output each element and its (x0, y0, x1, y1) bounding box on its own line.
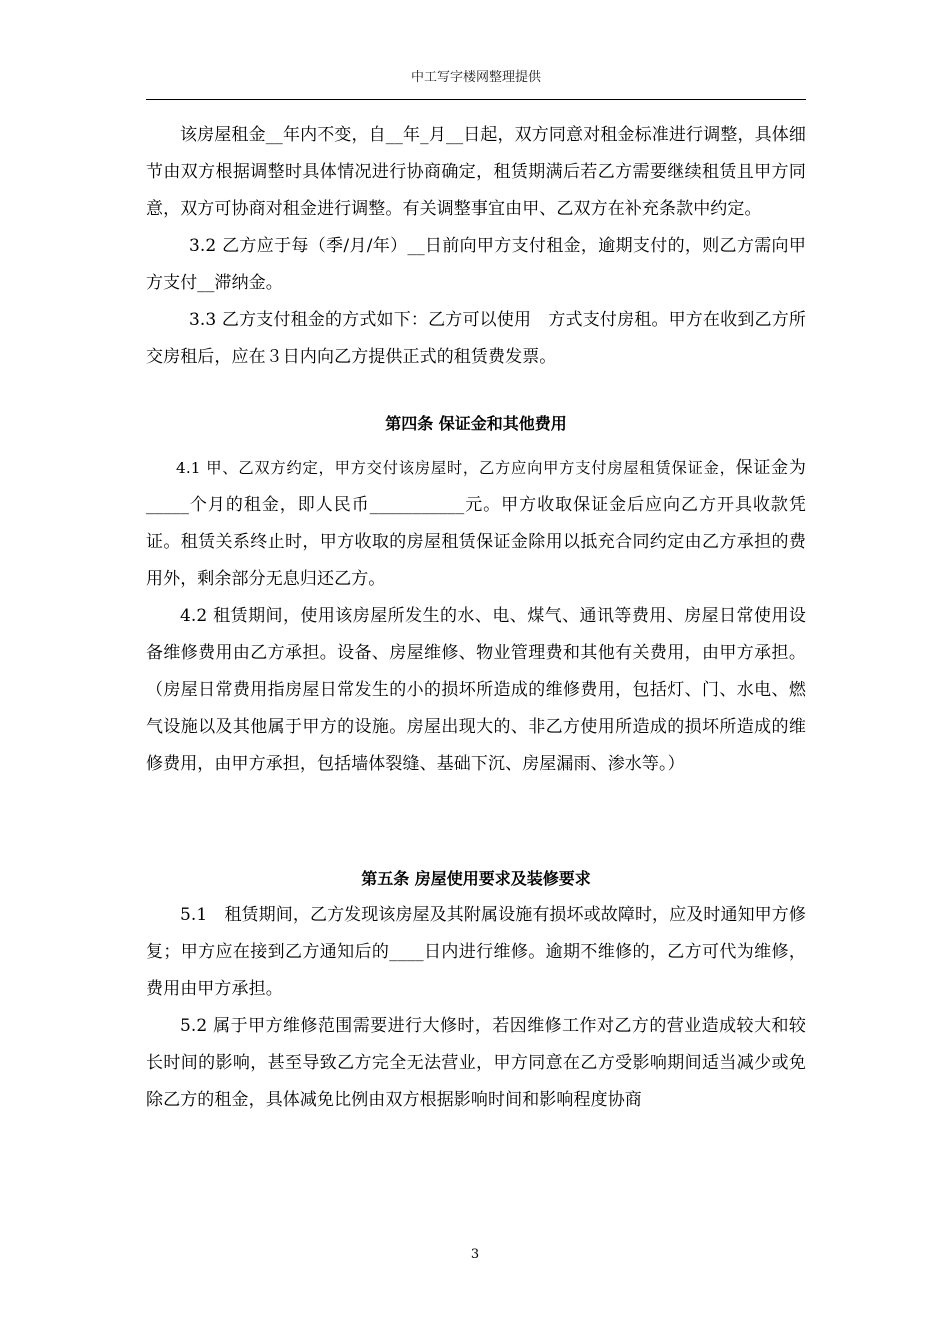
page-header: 中工写字楼网整理提供 (410, 70, 541, 85)
paragraph-4-1-rest: 保证金为_____个月的租金，即人民币___________元。甲方收取保证金后应向乙方开具收款凭证。租赁关系终止时，甲方收取的房屋租赁保证金除用以抵充合同约定由乙方承担的费用外，剩余部分无息归还乙方。 (146, 458, 806, 589)
section-4-title: 第四条 保证金和其他费用 (385, 414, 567, 433)
paragraph-4-1-lead: 4.1 甲、乙双方约定，甲方交付该房屋时，乙方应向甲方支付房屋租赁保证金， (176, 459, 736, 477)
document-body (146, 117, 806, 1119)
paragraph-4-2: 4.2 租赁期间，使用该房屋所发生的水、电、煤气、通讯等费用、房屋日常使用设备维修费用由乙方承担。设备、房屋维修、物业管理费和其他有关费用，由甲方承担。（房屋日常费用指房屋日常发生的小的损坏所造成的维修费用，包括灯、门、水电、燃气设施以及其他属于甲方的设施。房屋出现大的、非乙方使用所造成的损坏所造成的维修费用，由甲方承担，包括墙体裂缝、基础下沉、房屋漏雨、渗水等。） (146, 606, 806, 774)
section-5-title: 第五条 房屋使用要求及装修要求 (361, 869, 591, 888)
paragraph-4-1 (146, 450, 806, 598)
paragraph-5-2: 5.2 属于甲方维修范围需要进行大修时，若因维修工作对乙方的营业造成较大和较长时间的影响，甚至导致乙方完全无法营业，甲方同意在乙方受影响期间适当减少或免除乙方的租金，具体减免比例由双方根据影响时间和影响程度协商 (146, 1016, 806, 1110)
paragraph-5-1: 5.1 租赁期间，乙方发现该房屋及其附属设施有损坏或故障时，应及时通知甲方修复；甲方应在接到乙方通知后的____日内进行维修。逾期不维修的，乙方可代为维修，费用由甲方承担。 (146, 905, 806, 999)
paragraph-3-3: 3.3 乙方支付租金的方式如下：乙方可以使用 方式支付房租。甲方在收到乙方所交房租后，应在３日内向乙方提供正式的租赁费发票。 (146, 310, 806, 367)
header-divider (146, 99, 806, 100)
paragraph-3-1: 该房屋租金__年内不变，自__年_月__日起，双方同意对租金标准进行调整，具体细节由双方根据调整时具体情况进行协商确定，租赁期满后若乙方需要继续租赁且甲方同意，双方可协商对租金进行调整。有关调整事宜由甲、乙双方在补充条款中约定。 (146, 125, 806, 219)
paragraph-3-2: 3.2 乙方应于每（季/月/年）__日前向甲方支付租金，逾期支付的，则乙方需向甲方支付__滞纳金。 (146, 236, 806, 293)
page-number: 3 (470, 1247, 480, 1262)
